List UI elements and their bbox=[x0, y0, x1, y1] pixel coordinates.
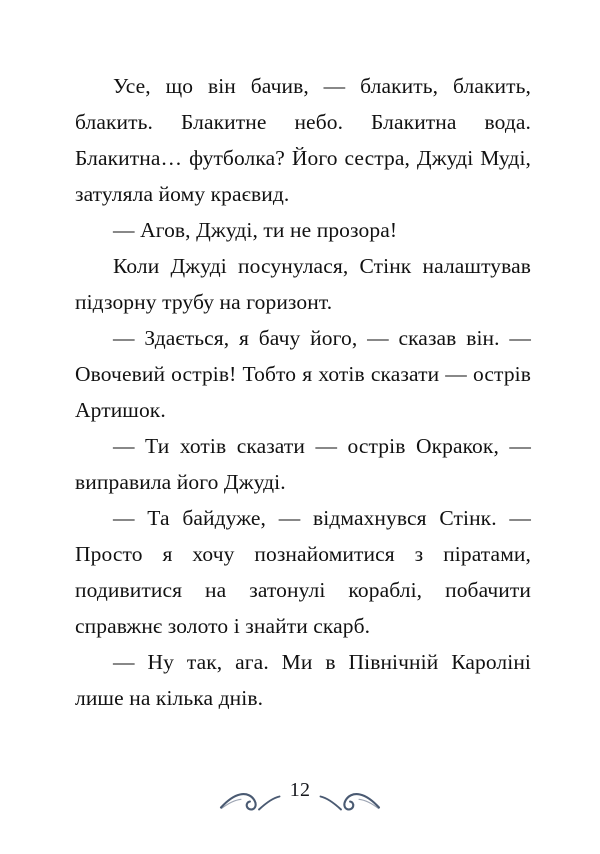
paragraph: — Здається, я бачу його, — сказав він. — Овочевий острів! Тобто я хотів сказати — острів Артишок. bbox=[75, 326, 531, 422]
paragraph: — Ти хотів сказати — острів Окракок, — виправила його Джуді. bbox=[75, 434, 531, 494]
wave-flourish-left-icon bbox=[219, 779, 287, 813]
body-text-column bbox=[75, 68, 531, 716]
page-number: 12 bbox=[289, 779, 311, 801]
wave-flourish-ornament bbox=[219, 779, 382, 813]
wave-flourish-right-icon bbox=[313, 779, 381, 813]
page-footer bbox=[0, 766, 600, 826]
paragraph: — Ну так, ага. Ми в Північній Кароліні лише на кілька днів. bbox=[75, 650, 531, 710]
paragraph: Усе, що він бачив, — блакить, блакить, блакить. Блакитне небо. Блакитна вода. Блакитна… футболка? Його сестра, Джуді Муді, затуляла йому краєвид. bbox=[75, 74, 531, 206]
paragraph: — Агов, Джуді, ти не прозора! bbox=[113, 218, 398, 242]
paragraph: — Та байдуже, — відмахнувся Стінк. — Просто я хочу познайомитися з піратами, подивитися на затонулі кораблі, побачити справжнє золото і знайти скарб. bbox=[75, 506, 531, 638]
paragraph: Коли Джуді посунулася, Стінк налаштував підзорну трубу на горизонт. bbox=[75, 254, 531, 314]
